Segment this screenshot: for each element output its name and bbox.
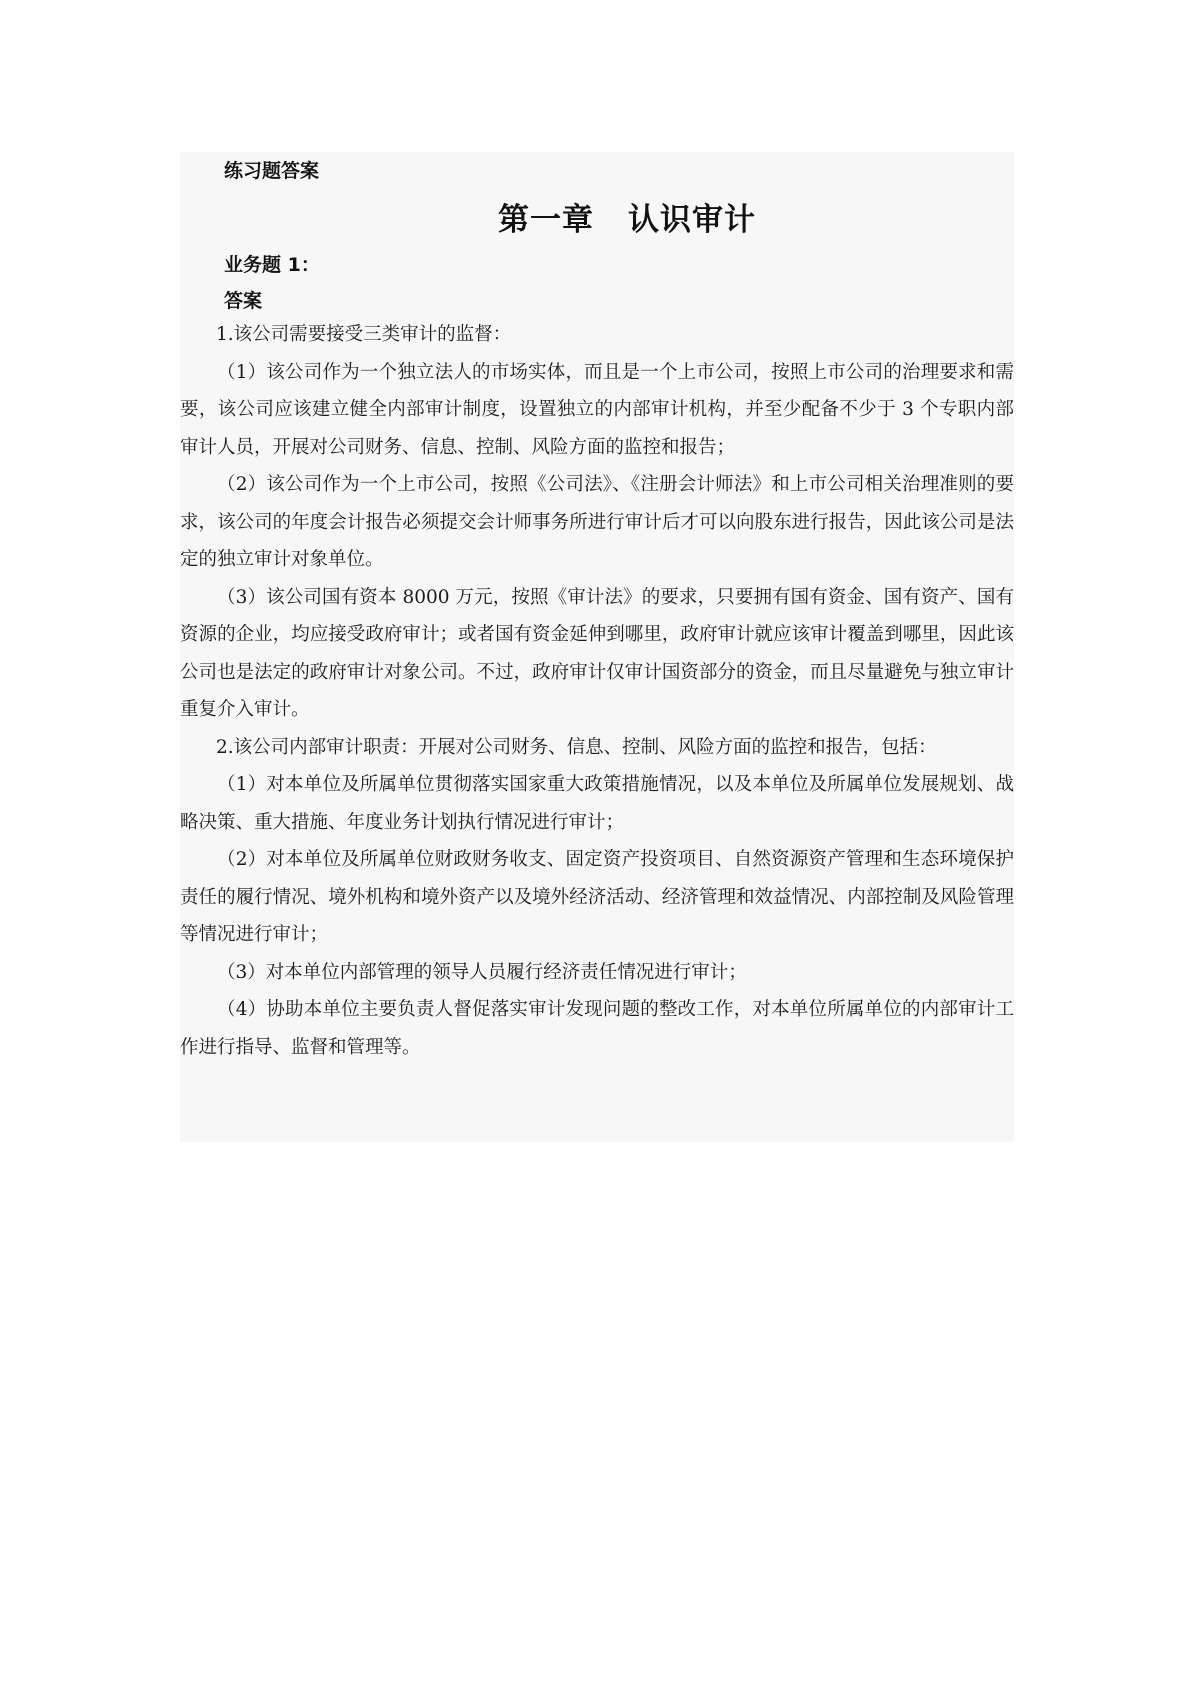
paragraph: （2）该公司作为一个上市公司，按照《公司法》、《注册会计师法》和上市公司相关治理准则的要求，该公司的年度会计报告必须提交会计师事务所进行审计后才可以向股东进行报告，因此该公司是法定的独立审计对象单位。 [180,474,1014,570]
paragraph: 2.该公司内部审计职责：开展对公司财务、信息、控制、风险方面的监控和报告，包括： [216,736,937,758]
chapter-number: 第一章 [498,202,594,238]
chapter-name: 认识审计 [628,202,756,238]
paragraph: （4）协助本单位主要负责人督促落实审计发现问题的整改工作，对本单位所属单位的内部审计工作进行指导、监督和管理等。 [180,999,1014,1058]
document-page [180,152,1014,1066]
answer-label: 答案 [224,290,263,312]
question-label: 业务题 1： [224,254,320,276]
paragraph: （3）该公司国有资本 8000 万元，按照《审计法》的要求，只要拥有国有资金、国有资产、国有资源的企业，均应接受政府审计；或者国有资金延伸到哪里，政府审计就应该审计覆盖到哪里，因此该公司也是法定的政府审计对象公司。不过，政府审计仅审计国资部分的资金，而且尽量避免与独立审计重复介入审计。 [180,586,1014,720]
paragraph: 1.该公司需要接受三类审计的监督： [216,324,512,345]
paragraph: （3）对本单位内部管理的领导人员履行经济责任情况进行审计； [217,961,747,983]
header-label: 练习题答案 [224,160,320,182]
paragraph: （1）对本单位及所属单位贯彻落实国家重大政策措施情况，以及本单位及所属单位发展规划、战略决策、重大措施、年度业务计划执行情况进行审计； [180,774,1014,833]
paragraph: （2）对本单位及所属单位财政财务收支、固定资产投资项目、自然资源资产管理和生态环境保护责任的履行情况、境外机构和境外资产以及境外经济活动、经济管理和效益情况、内部控制及风险管理等情况进行审计； [180,849,1014,945]
chapter-title [180,200,1014,240]
paragraph: （1）该公司作为一个独立法人的市场实体，而且是一个上市公司，按照上市公司的治理要求和需要，该公司应该建立健全内部审计制度，设置独立的内部审计机构，并至少配备不少于 3 个专职内部审计人员，开展对公司财务、信息、控制、风险方面的监控和报告； [180,361,1014,458]
